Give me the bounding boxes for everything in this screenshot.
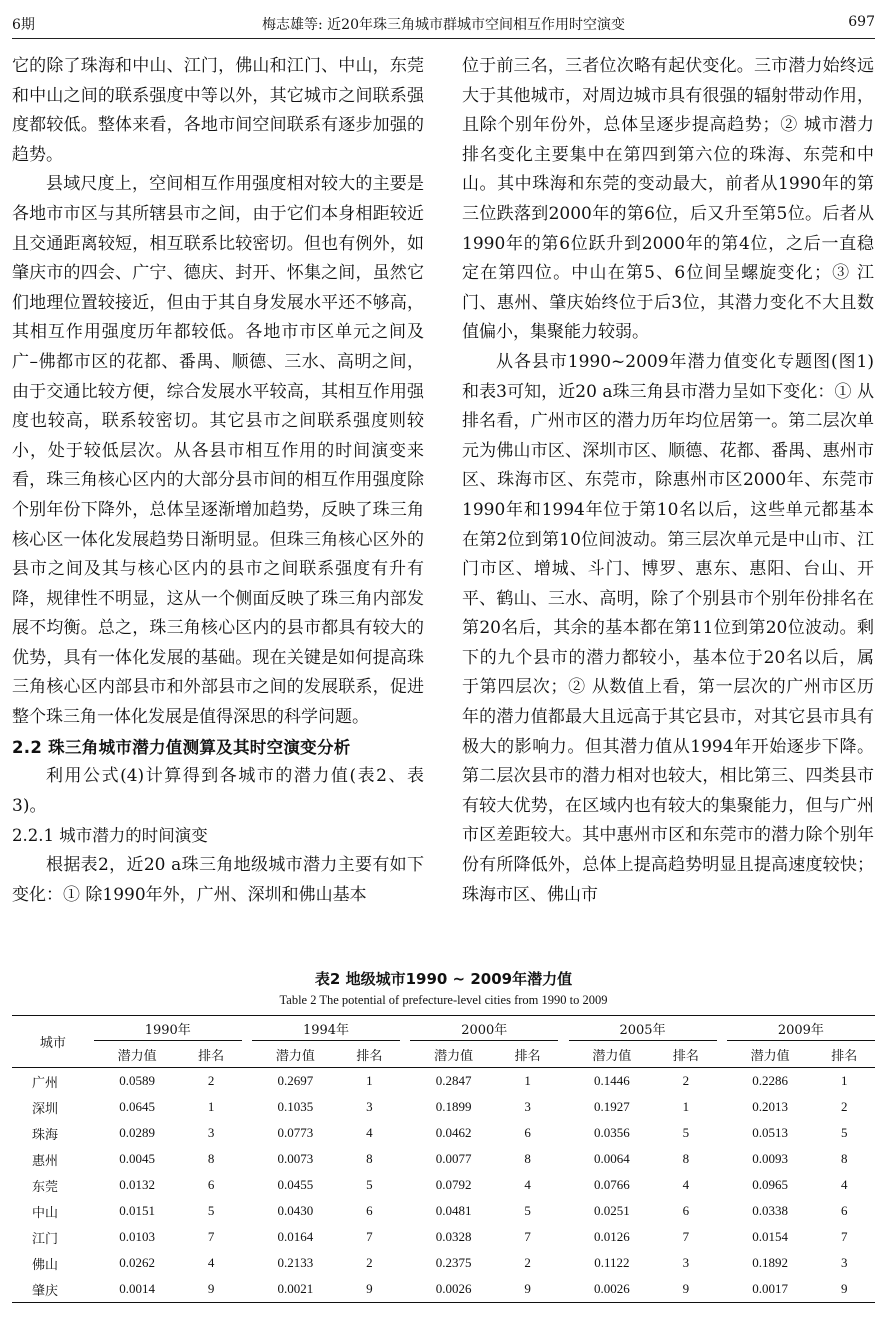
column-gap <box>242 1276 252 1303</box>
potential-value-cell: 0.0513 <box>752 1125 789 1140</box>
rank-cell: 1 <box>207 1099 215 1114</box>
potential-value-cell: 0.0151 <box>119 1203 155 1218</box>
rank-cell: 1 <box>682 1099 690 1114</box>
city-header: 城市 <box>12 1016 94 1068</box>
column-gap <box>242 1250 252 1276</box>
column-gap <box>242 1198 252 1224</box>
table-row <box>12 1276 875 1303</box>
rank-cell: 3 <box>682 1255 690 1270</box>
column-gap <box>558 1224 568 1250</box>
column-gap <box>400 1068 410 1095</box>
rank-header: 排名 <box>181 1041 242 1068</box>
column-gap <box>717 1146 727 1172</box>
potential-header: 潜力值 <box>252 1041 339 1068</box>
column-gap <box>717 1198 727 1224</box>
potential-header: 潜力值 <box>410 1041 497 1068</box>
column-gap <box>400 1250 410 1276</box>
rank-header: 排名 <box>339 1041 400 1068</box>
column-gap <box>242 1068 252 1095</box>
rank-cell: 2 <box>841 1099 848 1114</box>
potential-value-cell: 0.0773 <box>277 1125 314 1140</box>
column-gap <box>717 1276 727 1303</box>
table-title-cn: 表2 地级城市1990 ~ 2009年潜力值 <box>314 970 573 988</box>
table-year-row <box>12 1016 875 1041</box>
column-gap <box>242 1120 252 1146</box>
potential-header: 潜力值 <box>94 1041 181 1068</box>
potential-table <box>12 1015 875 1303</box>
year-header: 2009年 <box>727 1016 875 1041</box>
rank-cell: 6 <box>841 1203 848 1218</box>
city-name-cell: 东莞 <box>32 1179 59 1195</box>
potential-value-cell: 0.0154 <box>752 1229 789 1244</box>
rank-cell: 8 <box>524 1151 531 1166</box>
rank-cell: 8 <box>207 1151 215 1166</box>
rank-cell: 4 <box>366 1125 373 1140</box>
potential-value-cell: 0.0766 <box>594 1177 630 1192</box>
right-column <box>462 52 874 910</box>
potential-value-cell: 0.0589 <box>119 1073 155 1088</box>
column-gap <box>558 1120 568 1146</box>
rank-cell: 4 <box>207 1255 215 1270</box>
potential-value-cell: 0.0164 <box>277 1229 314 1244</box>
table-row <box>12 1146 875 1172</box>
rank-cell: 7 <box>207 1229 215 1244</box>
rank-cell: 6 <box>366 1203 373 1218</box>
potential-value-cell: 0.0338 <box>752 1203 789 1218</box>
city-name-cell: 佛山 <box>32 1257 59 1273</box>
potential-value-cell: 0.0017 <box>727 1276 814 1303</box>
rank-cell: 9 <box>655 1276 716 1303</box>
table-row <box>12 1224 875 1250</box>
rank-cell: 8 <box>841 1151 848 1166</box>
city-name-cell: 深圳 <box>32 1101 59 1117</box>
city-name-cell: 肇庆 <box>12 1276 94 1303</box>
potential-header: 潜力值 <box>569 1041 656 1068</box>
year-header: 1990年 <box>94 1016 242 1041</box>
city-name-cell: 珠海 <box>32 1127 59 1143</box>
rank-header: 排名 <box>655 1041 716 1068</box>
column-gap <box>242 1172 252 1198</box>
year-header: 2000年 <box>410 1016 558 1041</box>
potential-value-cell: 0.0026 <box>410 1276 497 1303</box>
column-gap <box>558 1172 568 1198</box>
potential-value-cell: 0.0430 <box>277 1203 314 1218</box>
potential-value-cell: 0.0645 <box>119 1099 155 1114</box>
rank-cell: 1 <box>841 1073 848 1088</box>
running-header <box>12 10 875 39</box>
potential-value-cell: 0.0328 <box>435 1229 472 1244</box>
table-subheader-row <box>12 1041 875 1068</box>
table-title-en: Table 2 The potential of prefecture-level cities from 1990 to 2009 <box>279 993 608 1007</box>
rank-cell: 2 <box>207 1073 215 1088</box>
year-header: 1994年 <box>252 1016 400 1041</box>
rank-cell: 4 <box>524 1177 531 1192</box>
column-gap <box>558 1198 568 1224</box>
column-gap <box>717 1224 727 1250</box>
rank-cell: 9 <box>339 1276 400 1303</box>
column-gap <box>242 1094 252 1120</box>
potential-value-cell: 0.2286 <box>752 1073 789 1088</box>
left-column <box>12 52 424 910</box>
rank-cell: 2 <box>366 1255 373 1270</box>
potential-value-cell: 0.0064 <box>594 1151 630 1166</box>
rank-cell: 8 <box>682 1151 690 1166</box>
potential-value-cell: 0.1927 <box>594 1099 630 1114</box>
column-gap <box>400 1172 410 1198</box>
rank-cell: 6 <box>524 1125 531 1140</box>
rank-cell: 5 <box>366 1177 373 1192</box>
potential-value-cell: 0.2697 <box>277 1073 314 1088</box>
paragraph: 利用公式(4)计算得到各城市的潜力值(表2、表3)。 <box>12 766 424 816</box>
potential-value-cell: 0.0965 <box>752 1177 789 1192</box>
city-name-cell: 中山 <box>32 1205 59 1221</box>
subsection-heading: 2.2.1 城市潜力的时间演变 <box>12 826 208 846</box>
potential-value-cell: 0.0126 <box>594 1229 630 1244</box>
issue-number: 6期 <box>12 17 35 33</box>
column-gap <box>717 1250 727 1276</box>
rank-cell: 7 <box>682 1229 690 1244</box>
table-row <box>12 1094 875 1120</box>
potential-value-cell: 0.0103 <box>119 1229 155 1244</box>
rank-cell: 1 <box>524 1073 531 1088</box>
column-gap <box>242 1224 252 1250</box>
rank-cell: 5 <box>682 1125 690 1140</box>
column-gap <box>400 1120 410 1146</box>
rank-cell: 9 <box>181 1276 242 1303</box>
column-gap <box>558 1094 568 1120</box>
section-heading: 2.2 珠三角城市潜力值测算及其时空演变分析 <box>12 737 351 757</box>
rank-cell: 9 <box>497 1276 558 1303</box>
rank-cell: 7 <box>366 1229 373 1244</box>
potential-value-cell: 0.0262 <box>119 1255 155 1270</box>
potential-value-cell: 0.0356 <box>594 1125 630 1140</box>
potential-value-cell: 0.2375 <box>435 1255 472 1270</box>
potential-value-cell: 0.0093 <box>752 1151 789 1166</box>
potential-value-cell: 0.0455 <box>277 1177 314 1192</box>
column-gap <box>717 1172 727 1198</box>
potential-value-cell: 0.0792 <box>435 1177 472 1192</box>
city-name-cell: 广州 <box>32 1075 59 1091</box>
rank-cell: 2 <box>524 1255 531 1270</box>
table-row <box>12 1250 875 1276</box>
column-gap <box>717 1120 727 1146</box>
paragraph: 它的除了珠海和中山、江门，佛山和江门、中山，东莞和中山之间的联系强度中等以外，其它城市之间联系强度都较低。整体来看，各地市间空间联系有逐步加强的趋势。 <box>12 56 424 165</box>
rank-cell: 6 <box>207 1177 215 1192</box>
rank-cell: 4 <box>841 1177 848 1192</box>
potential-value-cell: 0.0481 <box>435 1203 472 1218</box>
potential-value-cell: 0.0289 <box>119 1125 155 1140</box>
rank-header: 排名 <box>814 1041 875 1068</box>
rank-cell: 3 <box>366 1099 373 1114</box>
column-gap <box>558 1276 568 1303</box>
potential-value-cell: 0.0251 <box>594 1203 630 1218</box>
column-gap <box>400 1198 410 1224</box>
column-gap <box>242 1146 252 1172</box>
rank-cell: 7 <box>841 1229 848 1244</box>
column-gap <box>558 1146 568 1172</box>
potential-value-cell: 0.1122 <box>594 1255 630 1270</box>
table-body <box>12 1068 875 1303</box>
potential-value-cell: 0.2013 <box>752 1099 789 1114</box>
rank-cell: 2 <box>682 1073 690 1088</box>
column-gap <box>558 1250 568 1276</box>
potential-value-cell: 0.0021 <box>252 1276 339 1303</box>
rank-cell: 6 <box>682 1203 690 1218</box>
potential-value-cell: 0.1892 <box>752 1255 789 1270</box>
rank-cell: 5 <box>207 1203 215 1218</box>
column-gap <box>717 1094 727 1120</box>
column-gap <box>400 1224 410 1250</box>
column-gap <box>558 1068 568 1095</box>
potential-value-cell: 0.1035 <box>277 1099 314 1114</box>
potential-value-cell: 0.0132 <box>119 1177 155 1192</box>
page-number: 697 <box>848 14 875 30</box>
potential-value-cell: 0.1446 <box>594 1073 630 1088</box>
column-gap <box>717 1068 727 1095</box>
rank-header: 排名 <box>497 1041 558 1068</box>
rank-cell: 4 <box>682 1177 690 1192</box>
table-row <box>12 1172 875 1198</box>
potential-value-cell: 0.2847 <box>435 1073 472 1088</box>
column-gap <box>400 1094 410 1120</box>
rank-cell: 1 <box>366 1073 373 1088</box>
column-gap <box>400 1276 410 1303</box>
year-header: 2005年 <box>569 1016 717 1041</box>
potential-value-cell: 0.0073 <box>277 1151 314 1166</box>
potential-value-cell: 0.1899 <box>435 1099 472 1114</box>
rank-cell: 3 <box>524 1099 531 1114</box>
paragraph: 县域尺度上，空间相互作用强度相对较大的主要是各地市市区与其所辖县市之间，由于它们本身相距较近且交通距离较短，相互联系比较密切。但也有例外，如肇庆市的四会、广宁、德庆、封开、怀集之间，虽然它们地理位置较接近，但由于其自身发展水平还不够高，其相互作用强度历年都较低。各地市市区单元之间及广–佛都市区的花都、番禺、顺德、三水、高明之间，由于交通比较方便，综合发展水平较高，其相互作用强度也较高，联系较密切。其它县市之间联系强度则较小，处于较低层次。从各县市相互作用的时间演变来看，珠三角核心区内的大部分县市间的相互作用强度除个别年份下降外，总体呈逐渐增加趋势，反映了珠三角核心区一体化发展趋势日渐明显。但珠三角核心区外的县市之间及其与核心区内的县市之间联系强度有升有降，规律性不明显，这从一个侧面反映了珠三角内部发展不均衡。总之，珠三角核心区内的县市都具有较大的优势，具有一体化发展的基础。现在关键是如何提高珠三角核心区内部县市和外部县市之间的发展联系，促进整个珠三角一体化发展是值得深思的科学问题。 <box>12 174 424 728</box>
paragraph: 从各县市1990~2009年潜力值变化专题图(图1)和表3可知，近20 a珠三角县市潜力呈如下变化：① 从排名看，广州市区的潜力历年均位居第一。第二层次单元为佛山市区、深圳市区、顺德、花都、番禺、惠州市区、珠海市区、东莞市，除惠州市区2000年、东莞市1990年和1994年位于第10名以后，这些单元都基本在第2位到第10位间波动。第三层次单元是中山市、江门市区、增城、斗门、博罗、惠东、惠阳、台山、开平、鹤山、三水、高明，除了个别县市个别年份排名在第20名后，其余的基本都在第11位到第20位波动。剩下的九个县市的潜力都较小，基本位于20名以后，属于第四层次；② 从数值上看，第一层次的广州市区历年的潜力值都最大且远高于其它县市，对其它县市具有极大的影响力。但其潜力值从1994年开始逐步下降。第二层次县市的潜力相对也较大，相比第三、四类县市有较大优势，在区域内也有较大的集聚能力，但与广州市区差距较大。其中惠州市区和东莞市的潜力除个别年份有所降低外，总体上提高趋势明显且提高速度较快；珠海市区、佛山市 <box>462 351 874 905</box>
city-name-cell: 惠州 <box>32 1153 59 1169</box>
potential-value-cell: 0.0026 <box>569 1276 656 1303</box>
potential-value-cell: 0.2133 <box>277 1255 314 1270</box>
column-gap <box>400 1146 410 1172</box>
rank-cell: 5 <box>841 1125 848 1140</box>
paragraph: 位于前三名，三者位次略有起伏变化。三市潜力始终远大于其他城市，对周边城市具有很强的辐射带动作用，且除个别年份外，总体呈逐步提高趋势；② 城市潜力排名变化主要集中在第四到第六位的珠海、东莞和中山。其中珠海和东莞的变动最大，前者从1990年的第三位跌落到2000年的第6位，后又升至第5位。后者从1990年的第6位跃升到2000年的第4位，之后一直稳定在第四位。中山在第5、6位间呈螺旋变化；③ 江门、惠州、肇庆始终位于后3位，其潜力变化不大且数值偏小，集聚能力较弱。 <box>462 56 874 343</box>
potential-value-cell: 0.0077 <box>435 1151 472 1166</box>
table-row <box>12 1068 875 1095</box>
rank-cell: 9 <box>814 1276 875 1303</box>
table-row <box>12 1198 875 1224</box>
rank-cell: 8 <box>366 1151 373 1166</box>
potential-value-cell: 0.0045 <box>119 1151 155 1166</box>
potential-header: 潜力值 <box>727 1041 814 1068</box>
rank-cell: 3 <box>841 1255 848 1270</box>
rank-cell: 3 <box>207 1125 215 1140</box>
potential-value-cell: 0.0462 <box>435 1125 472 1140</box>
potential-value-cell: 0.0014 <box>94 1276 181 1303</box>
rank-cell: 5 <box>524 1203 531 1218</box>
running-title: 梅志雄等: 近20年珠三角城市群城市空间相互作用时空演变 <box>262 17 625 33</box>
table-row <box>12 1120 875 1146</box>
paragraph: 根据表2，近20 a珠三角地级城市潜力主要有如下变化：① 除1990年外，广州、深圳和佛山基本 <box>12 855 424 905</box>
rank-cell: 7 <box>524 1229 531 1244</box>
city-name-cell: 江门 <box>32 1231 59 1247</box>
